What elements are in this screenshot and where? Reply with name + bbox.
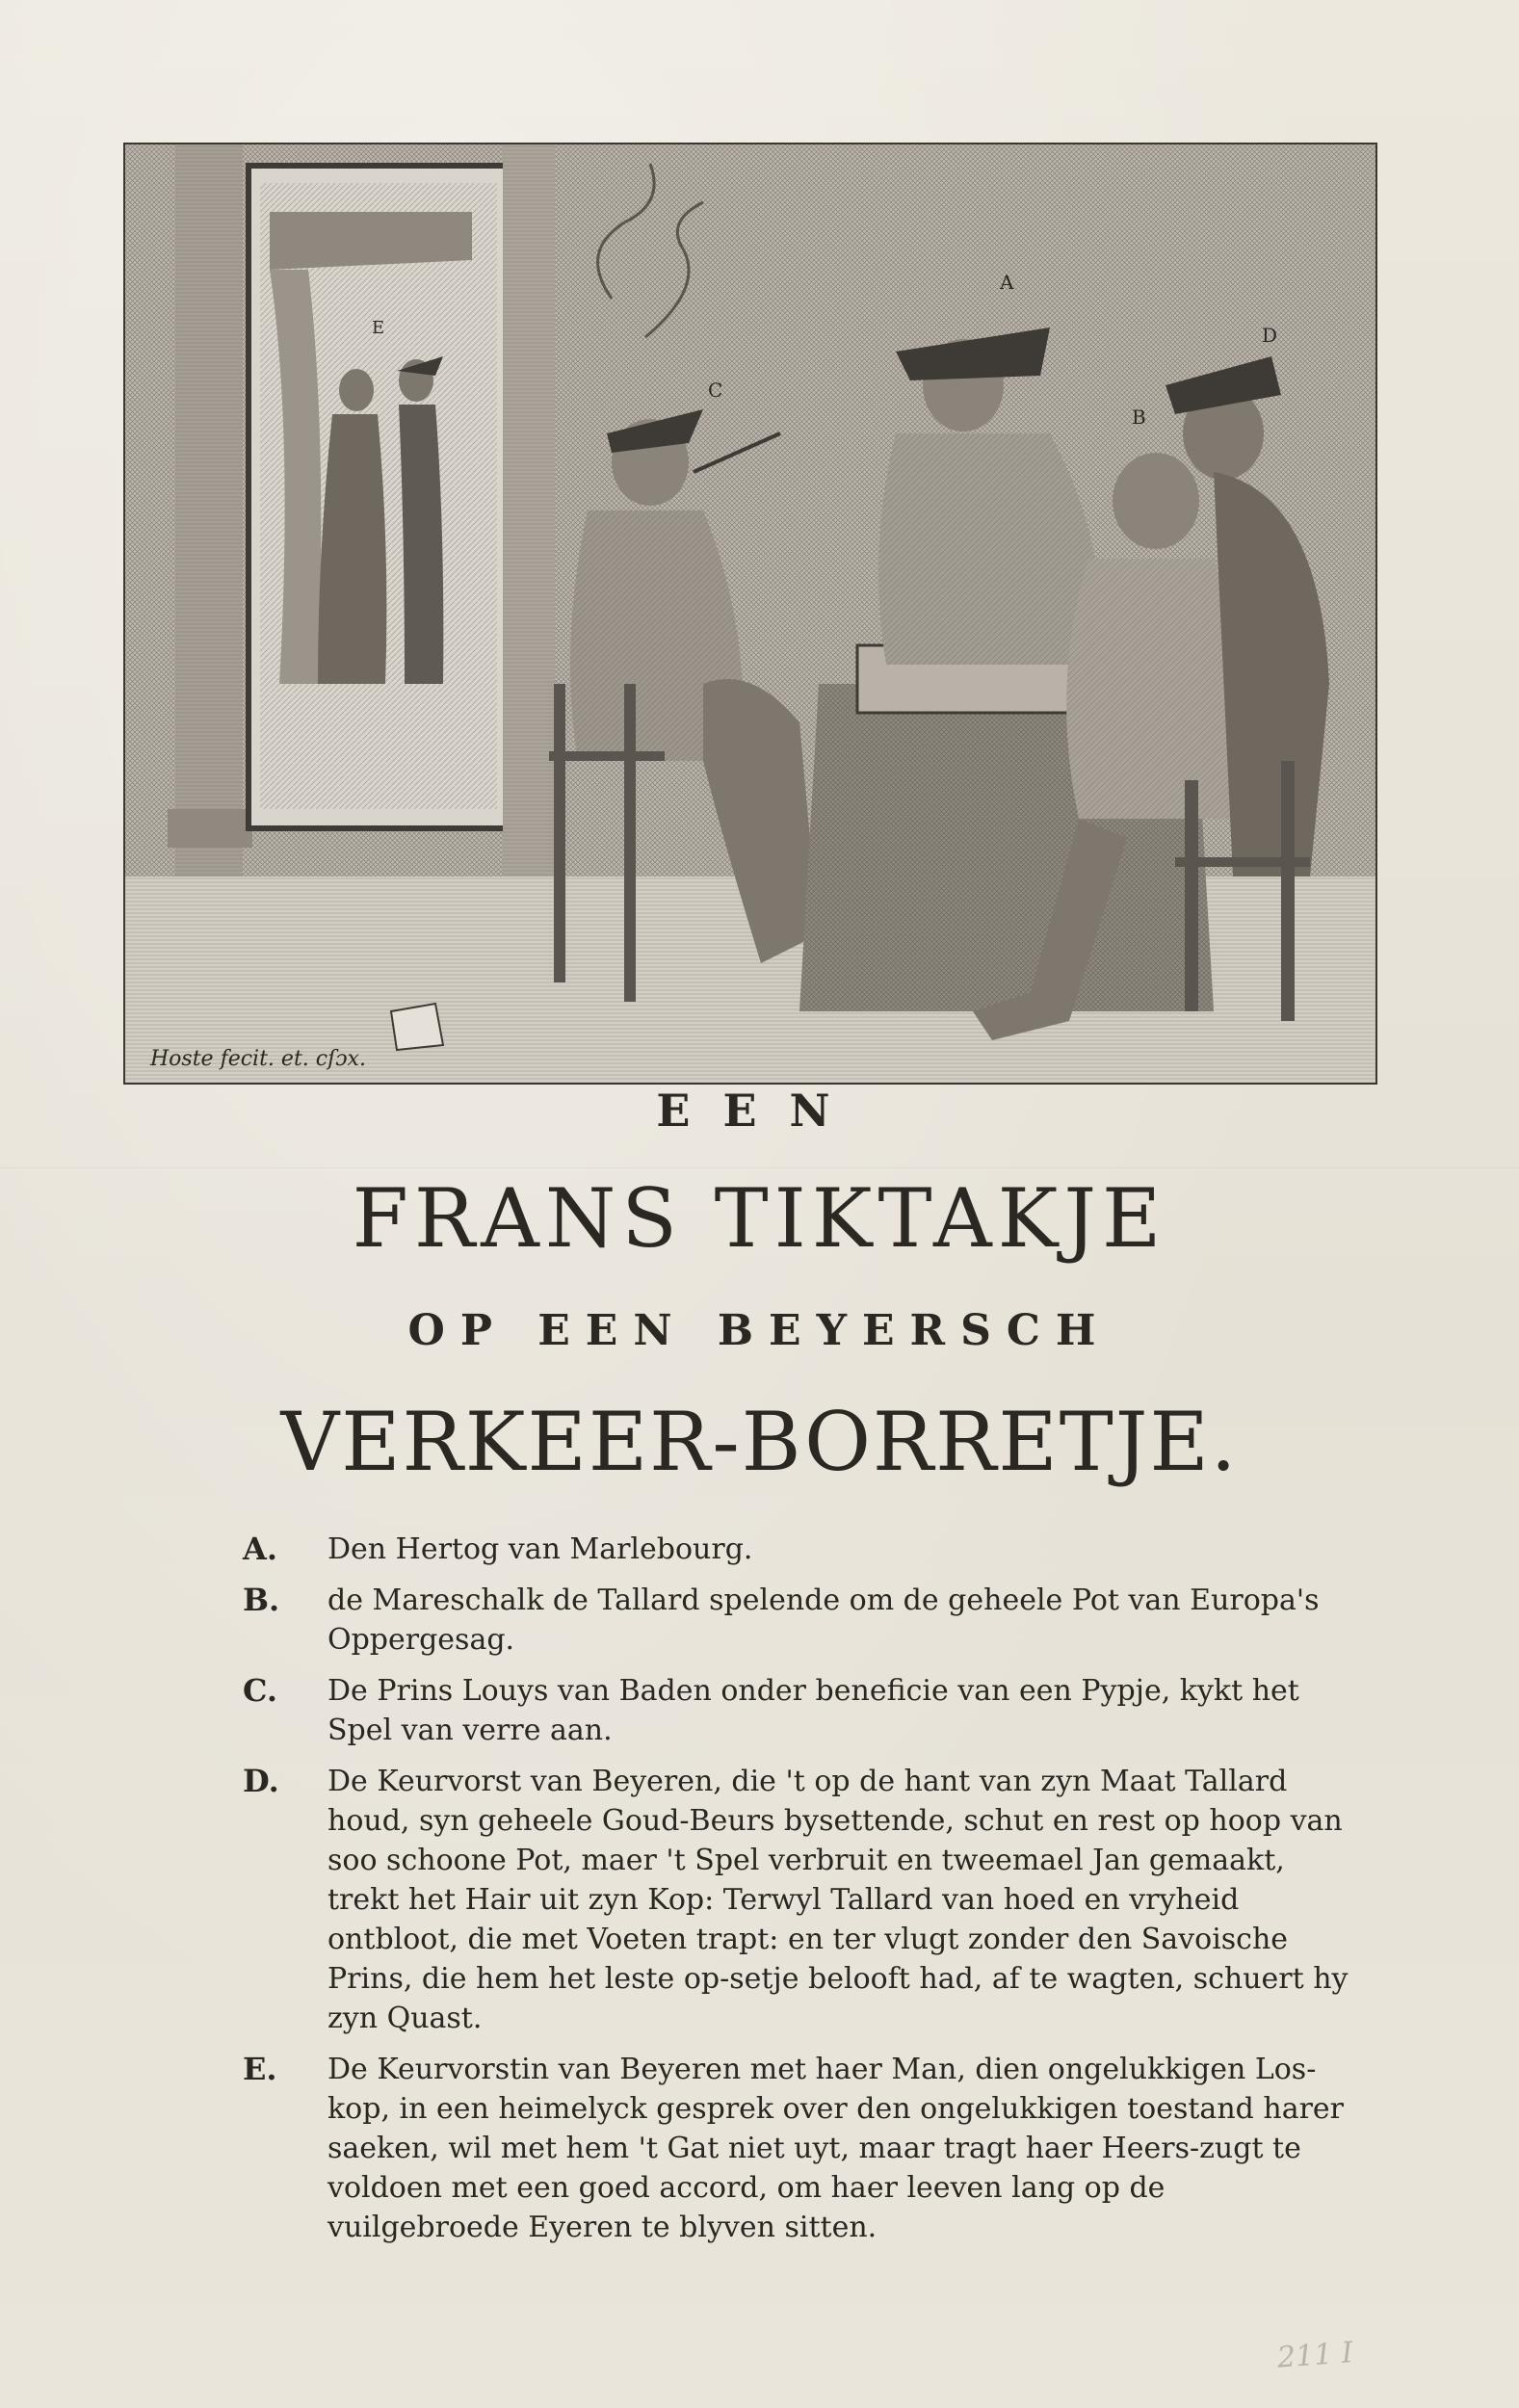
engraving-illustration: [125, 144, 1375, 1083]
legend-key: B.: [243, 1582, 280, 1618]
label-e: E: [372, 318, 385, 338]
pencil-inventory-note: 211 I: [1275, 2336, 1354, 2375]
legend-text: De Keurvorst van Beyeren, die 't op de hant van zyn Maat Tallard houd, syn geheele Goud-Beurs bysettende, schut en rest op hoop van soo schoone Pot, maer 't Spel verbruit en tweemael Jan gemaakt, trekt het Hair uit zyn Kop: Terwyl Tallard van hoed en vryheid ontbloot, die met Voeten trapt: en ter vlugt zonder den Savoische Prins, die hem het leste op-setje belooft had, af te wagten, schuert hy zyn Quast.: [327, 1765, 1349, 2035]
label-a: A: [1000, 271, 1014, 294]
label-b: B: [1132, 406, 1146, 429]
legend-key: A.: [243, 1531, 277, 1567]
legend-list: [243, 1530, 1350, 2259]
label-d: D: [1262, 324, 1278, 347]
legend-text: De Keurvorstin van Beyeren met haer Man, dien ongelukkigen Los-kop, in een heimelyck gesprek over den ongelukkigen toestand harer saeken, wil met hem 't Gat niet uyt, maar tragt haer Heers-zugt te voldoen met een goed accord, om haer leeven lang op de vuilgebroede Eyeren te blyven sitten.: [327, 2053, 1345, 2244]
legend-key: E.: [243, 2051, 277, 2087]
legend-item: [243, 2050, 1350, 2247]
legend-text: de Mareschalk de Tallard spelende om de geheele Pot van Europa's Oppergesag.: [327, 1584, 1320, 1657]
legend-item: [243, 1671, 1350, 1750]
legend-text: De Prins Louys van Baden onder beneficie van een Pypje, kykt het Spel van verre aan.: [327, 1674, 1299, 1747]
legend-text: Den Hertog van Marlebourg.: [327, 1532, 753, 1566]
fold-line: [0, 1167, 1519, 1170]
engraving-plate: [123, 143, 1377, 1085]
title-main: FRANS TIKTAKJE: [352, 1171, 1167, 1266]
engraver-signature: Hoste fecit. et. cſɔx.: [150, 1047, 366, 1071]
legend-key: C.: [243, 1672, 278, 1709]
title-bottom: VERKEER-BORRETJE.: [280, 1395, 1239, 1489]
legend-item: [243, 1762, 1350, 2038]
title-een: EEN: [656, 1085, 863, 1137]
title-sub: OP EEN BEYERSCH: [407, 1306, 1112, 1355]
legend-key: D.: [243, 1763, 279, 1799]
label-c: C: [708, 379, 723, 402]
legend-item: [243, 1581, 1350, 1660]
legend-item: [243, 1530, 1350, 1569]
